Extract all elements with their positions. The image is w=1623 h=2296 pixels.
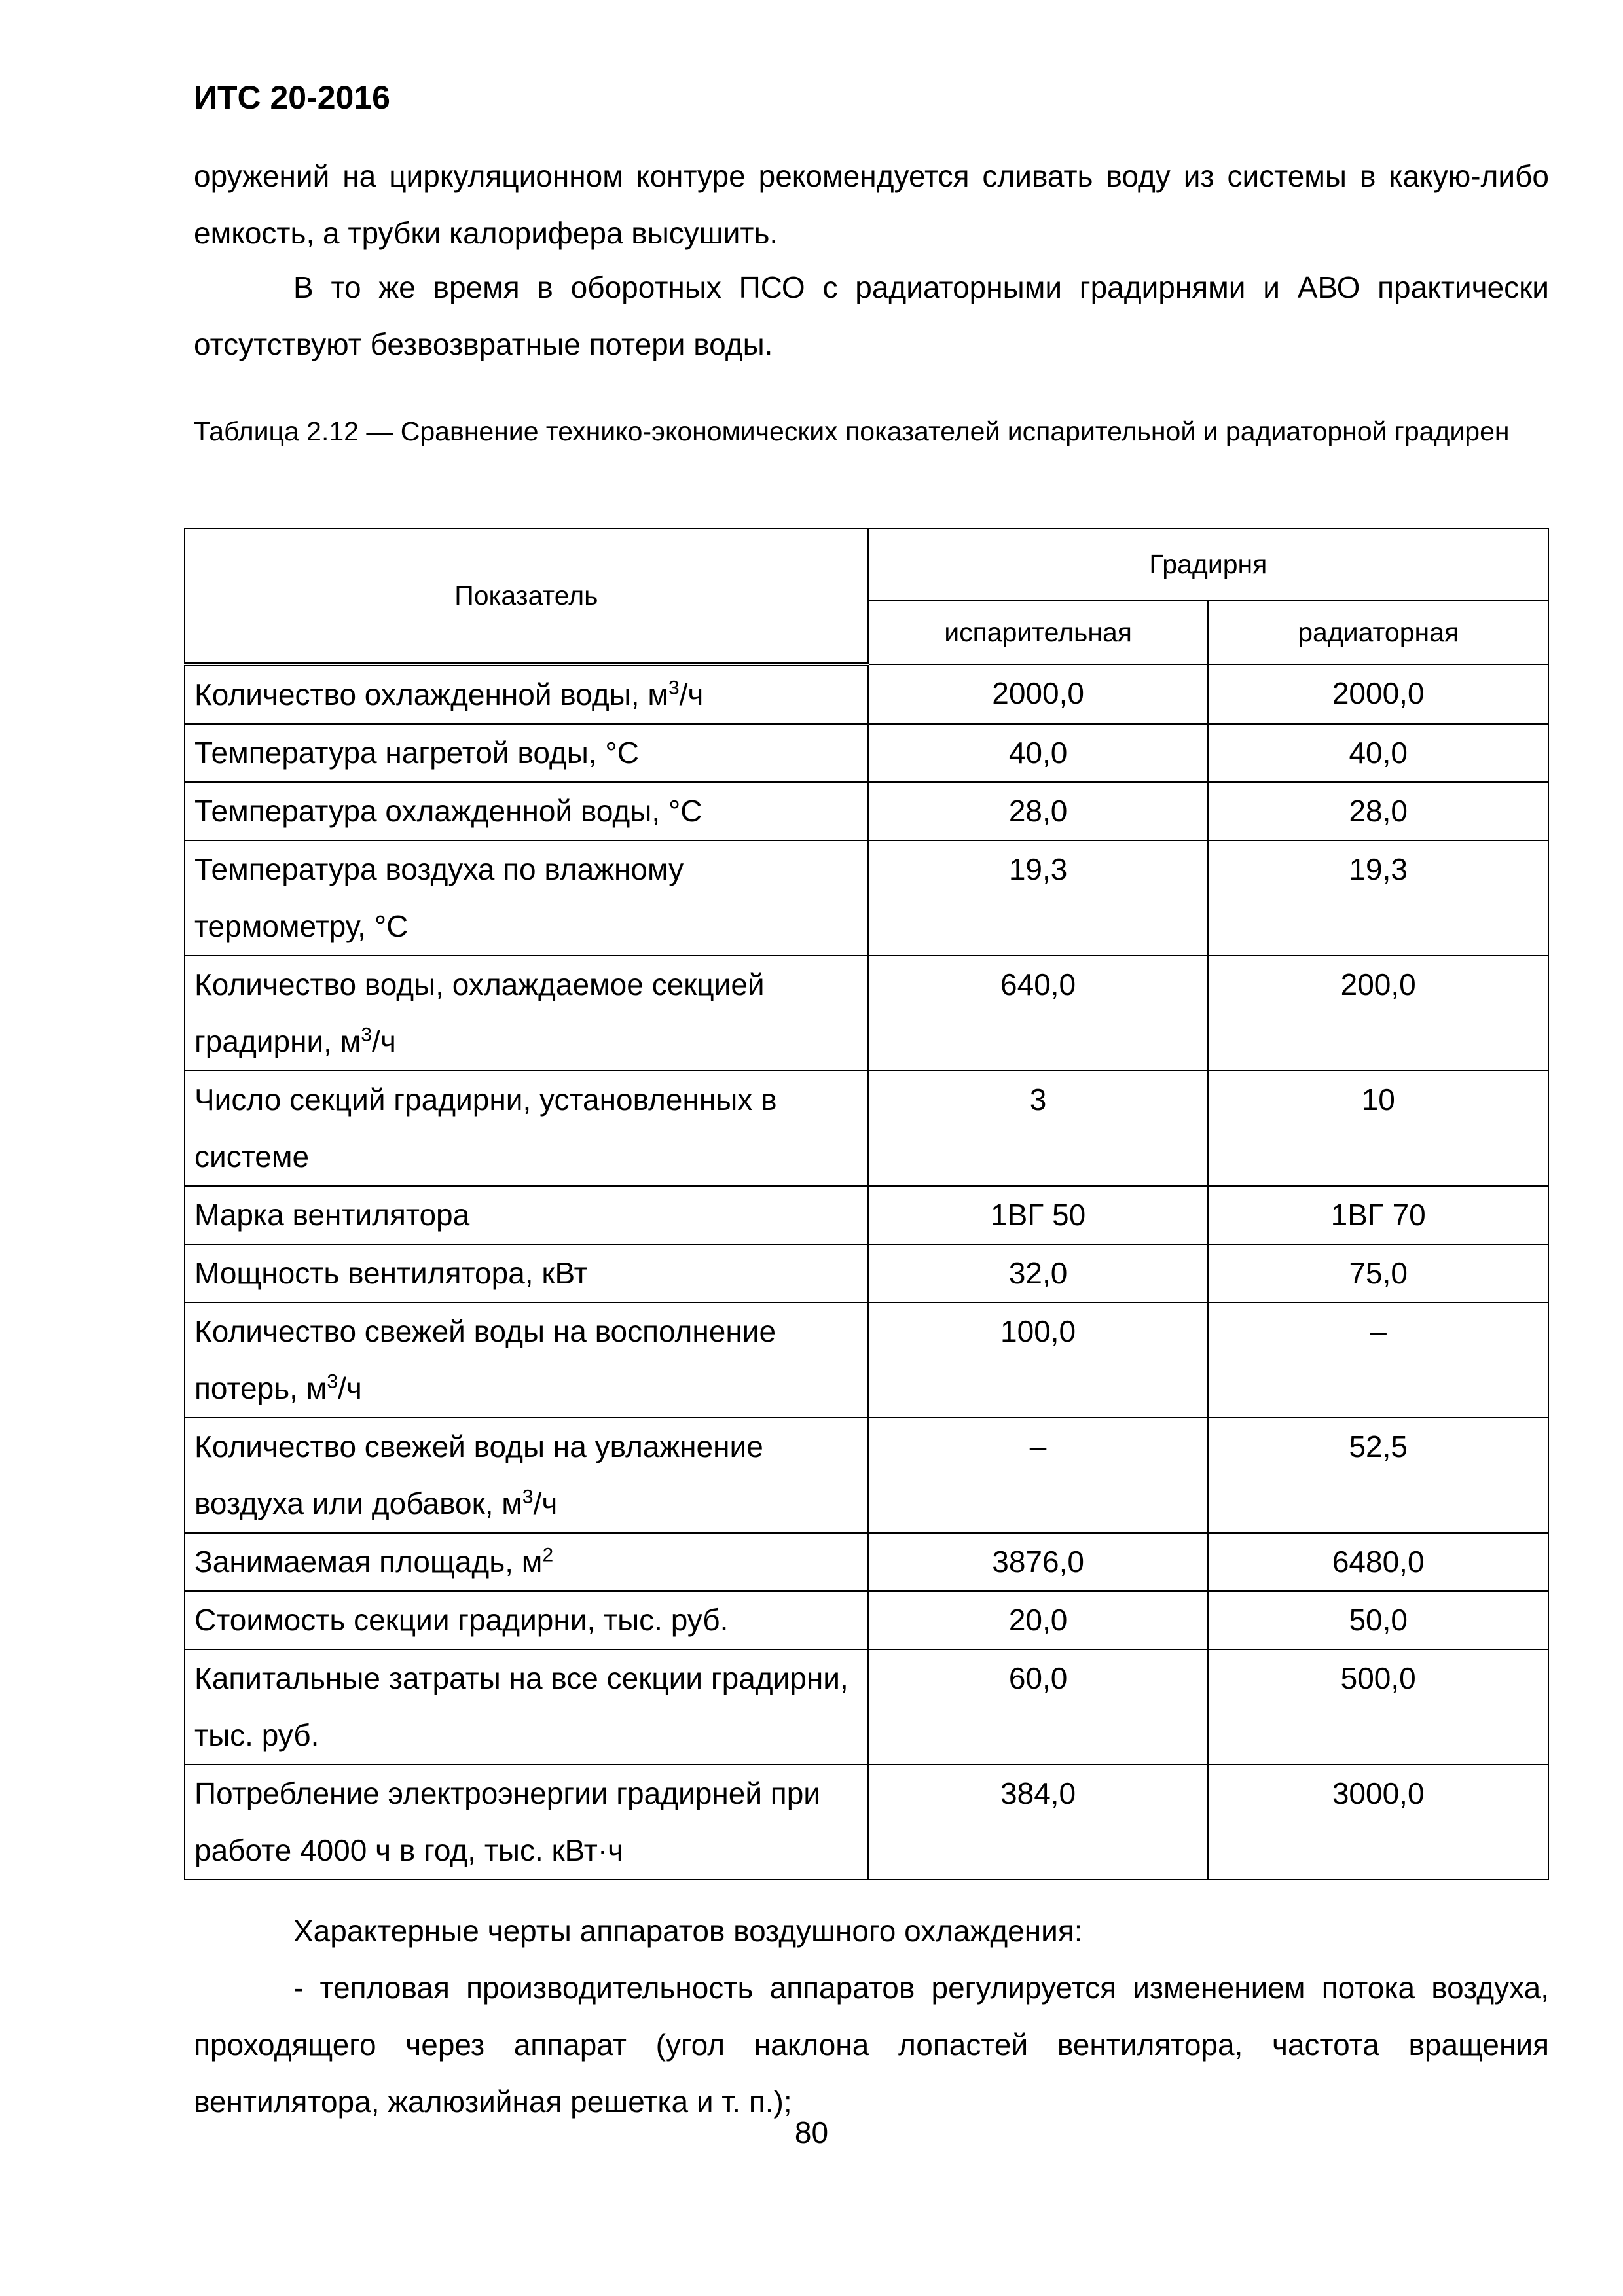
header-radiator: радиаторная [1208, 600, 1548, 664]
table-body [185, 664, 1548, 1880]
value-evaporative: 640,0 [868, 956, 1209, 1071]
value-evaporative: – [868, 1418, 1209, 1533]
value-radiator: 52,5 [1208, 1418, 1548, 1533]
page-number: 80 [794, 2115, 829, 2149]
value-evaporative: 3876,0 [868, 1533, 1209, 1591]
paragraph-losses: В то же время в оборотных ПСО с радиаторными градирнями и АВО практически отсутствуют безвозвратные потери воды. [194, 270, 1549, 361]
row-parameter [185, 1649, 868, 1765]
value-radiator: 40,0 [1208, 724, 1548, 782]
table-row [185, 956, 1548, 1071]
row-parameter [185, 1071, 868, 1186]
table-row [185, 1418, 1548, 1533]
header-evaporative: испарительная [868, 600, 1209, 664]
parameter-text: Количество охлажденной воды, м [194, 677, 668, 711]
table-row [185, 1244, 1548, 1302]
parameter-text: Марка вентилятора [194, 1198, 470, 1232]
value-evaporative: 100,0 [868, 1302, 1209, 1418]
comparison-table [184, 528, 1549, 1880]
table-row [185, 840, 1548, 956]
value-evaporative: 20,0 [868, 1591, 1209, 1649]
row-parameter [185, 1244, 868, 1302]
parameter-text: Потребление электроэнергии градирней при работе 4000 ч в год, тыс. кВт·ч [194, 1776, 820, 1867]
value-radiator: 1ВГ 70 [1208, 1186, 1548, 1244]
header-parameter: Показатель [185, 528, 868, 664]
table-row [185, 664, 1548, 724]
value-radiator: 200,0 [1208, 956, 1548, 1071]
value-radiator: 19,3 [1208, 840, 1548, 956]
row-parameter [185, 1418, 868, 1533]
row-parameter [185, 1533, 868, 1591]
row-parameter [185, 1186, 868, 1244]
row-parameter [185, 956, 868, 1071]
unit-exponent: 3 [361, 1024, 373, 1046]
table-row [185, 1765, 1548, 1880]
paragraph-features-intro: Характерные черты аппаратов воздушного охлаждения: [293, 1914, 1083, 1948]
table-row [185, 1186, 1548, 1244]
table-row [185, 782, 1548, 840]
document-id: ИТС 20-2016 [194, 79, 390, 116]
row-parameter [185, 1591, 868, 1649]
unit-exponent: 3 [668, 677, 680, 699]
paragraph-continuation: оружений на циркуляционном контуре рекомендуется сливать воду из системы в какую-либо емкость, а трубки калорифера высушить. [194, 159, 1549, 250]
value-radiator: 2000,0 [1208, 664, 1548, 724]
row-parameter [185, 1765, 868, 1880]
row-parameter [185, 664, 868, 724]
unit-exponent: 3 [327, 1371, 338, 1393]
table-row [185, 1302, 1548, 1418]
header-cooling-tower: Градирня [868, 528, 1548, 600]
unit-suffix: /ч [679, 677, 704, 711]
parameter-text: Число секций градирни, установленных в системе [194, 1083, 777, 1174]
value-evaporative: 1ВГ 50 [868, 1186, 1209, 1244]
value-evaporative: 32,0 [868, 1244, 1209, 1302]
value-evaporative: 2000,0 [868, 664, 1209, 724]
value-radiator: 6480,0 [1208, 1533, 1548, 1591]
parameter-text: Количество воды, охлаждаемое секцией градирни, м [194, 967, 765, 1058]
parameter-text: Температура воздуха по влажному термометру, °С [194, 852, 684, 943]
parameter-text: Капитальные затраты на все секции градирни, тыс. руб. [194, 1661, 848, 1752]
parameter-text: Температура охлажденной воды, °С [194, 794, 702, 828]
unit-suffix: /ч [372, 1024, 396, 1058]
value-evaporative: 3 [868, 1071, 1209, 1186]
row-parameter [185, 840, 868, 956]
table-row [185, 1071, 1548, 1186]
parameter-text: Стоимость секции градирни, тыс. руб. [194, 1603, 729, 1637]
parameter-text: Занимаемая площадь, м [194, 1545, 543, 1579]
parameter-text: Количество свежей воды на увлажнение воздуха или добавок, м [194, 1429, 763, 1520]
value-evaporative: 40,0 [868, 724, 1209, 782]
table-row [185, 1591, 1548, 1649]
row-parameter [185, 1302, 868, 1418]
unit-exponent: 3 [522, 1486, 534, 1508]
value-radiator: 3000,0 [1208, 1765, 1548, 1880]
unit-suffix: /ч [533, 1486, 558, 1520]
row-parameter [185, 724, 868, 782]
value-radiator: 28,0 [1208, 782, 1548, 840]
row-parameter [185, 782, 868, 840]
value-radiator: 10 [1208, 1071, 1548, 1186]
value-radiator: – [1208, 1302, 1548, 1418]
value-evaporative: 384,0 [868, 1765, 1209, 1880]
parameter-text: Количество свежей воды на восполнение потерь, м [194, 1314, 776, 1405]
value-evaporative: 19,3 [868, 840, 1209, 956]
value-evaporative: 28,0 [868, 782, 1209, 840]
value-radiator: 500,0 [1208, 1649, 1548, 1765]
unit-suffix: /ч [338, 1371, 362, 1405]
value-radiator: 50,0 [1208, 1591, 1548, 1649]
table-row [185, 1649, 1548, 1765]
value-evaporative: 60,0 [868, 1649, 1209, 1765]
value-radiator: 75,0 [1208, 1244, 1548, 1302]
parameter-text: Мощность вентилятора, кВт [194, 1256, 588, 1290]
table-row [185, 1533, 1548, 1591]
unit-exponent: 2 [542, 1544, 554, 1566]
parameter-text: Температура нагретой воды, °С [194, 736, 639, 770]
table-row [185, 724, 1548, 782]
paragraph-feature-item: - тепловая производительность аппаратов регулируется изменением потока воздуха, проходящего через аппарат (угол наклона лопастей вентилятора, частота вращения вентилятора, жалюзийная решетка и т. п.); [194, 1971, 1549, 2119]
table-caption: Таблица 2.12 — Сравнение технико-экономических показателей испарительной и радиаторной градирен [194, 416, 1510, 446]
